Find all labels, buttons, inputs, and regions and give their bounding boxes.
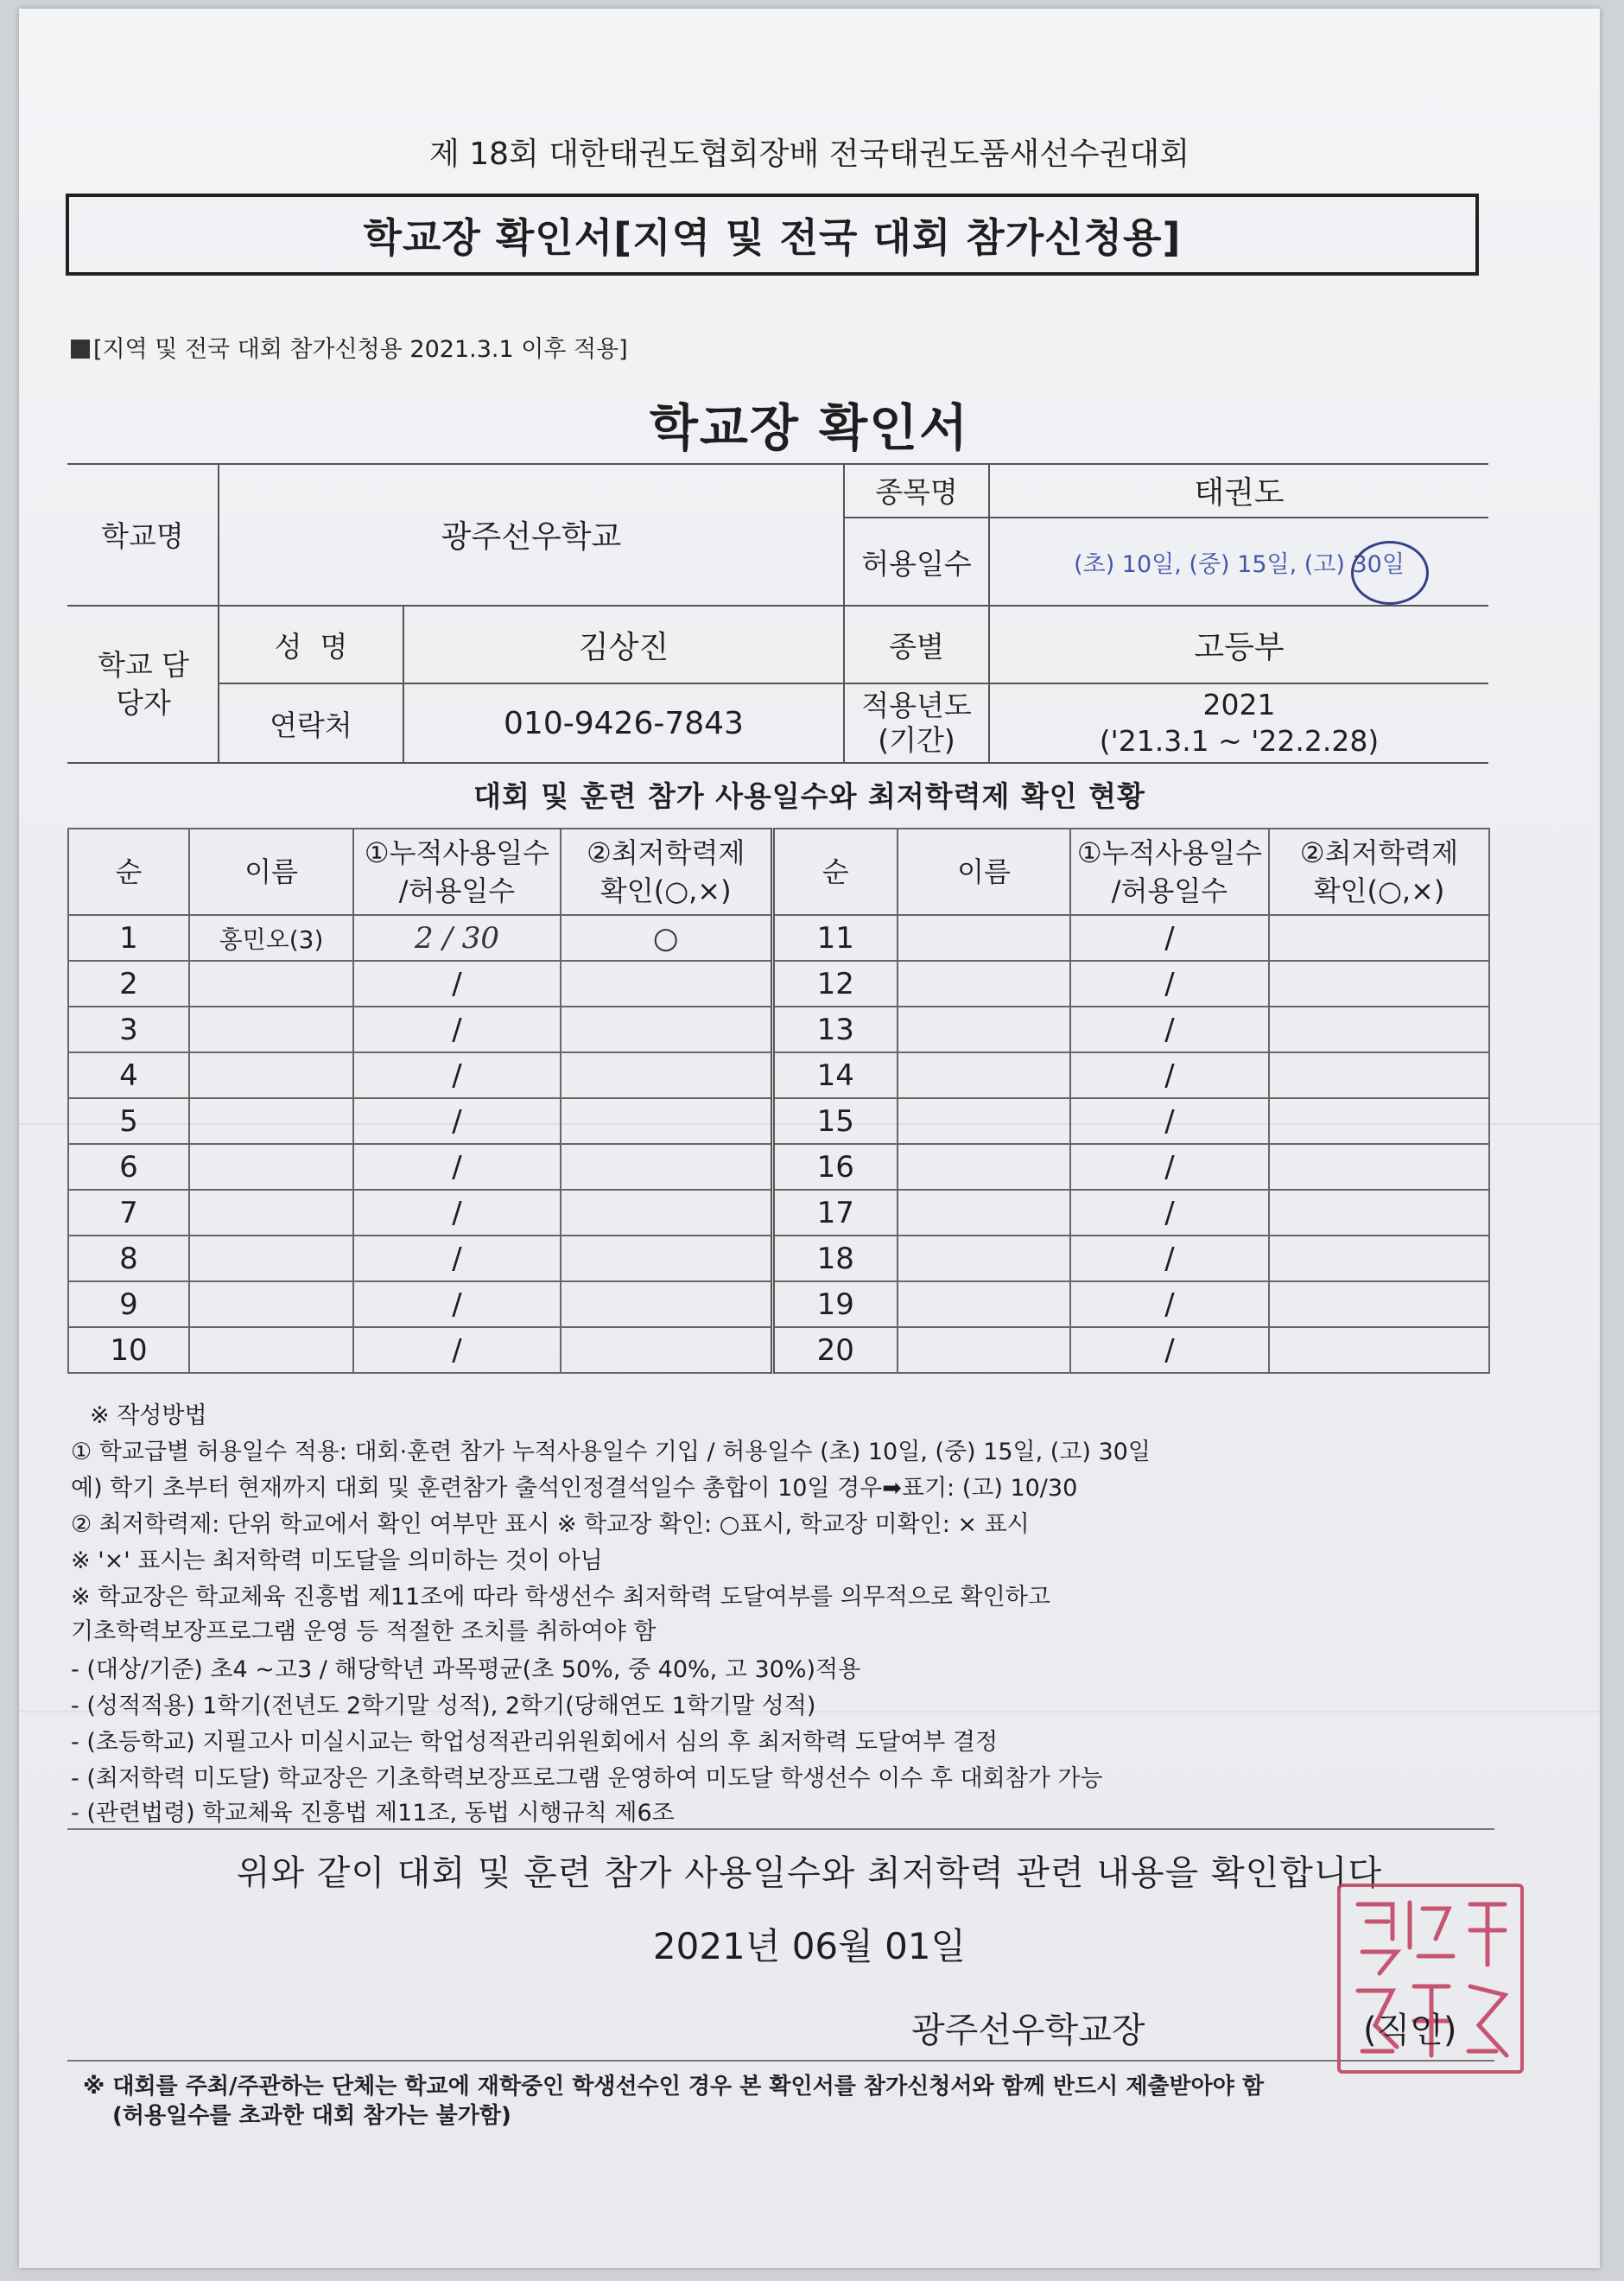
- header-name: 이름: [189, 829, 353, 915]
- row-check: [1269, 915, 1489, 961]
- table-row: [68, 1098, 1489, 1144]
- header-minimum: ②최저학력제 확인(○,×): [1269, 829, 1489, 915]
- row-seq: 15: [772, 1098, 898, 1144]
- row-usage: /: [353, 1281, 561, 1327]
- sport-label: 종목명: [875, 474, 958, 509]
- row-name: [898, 1007, 1070, 1052]
- row-usage: /: [1070, 1327, 1269, 1373]
- header-minimum: ②최저학력제 확인(○,×): [561, 829, 772, 915]
- table-row: [68, 1281, 1489, 1327]
- table-header-row: [68, 829, 1489, 915]
- row-name: [189, 961, 353, 1007]
- row-usage: /: [1070, 915, 1269, 961]
- row-seq: 9: [68, 1281, 189, 1327]
- row-usage: /: [1070, 1144, 1269, 1190]
- allowed-days-value: (초) 10일, (중) 15일, (고) 30일: [1074, 550, 1405, 578]
- table-row: [68, 1190, 1489, 1236]
- row-check: [1269, 1281, 1489, 1327]
- row-name: [189, 1007, 353, 1052]
- allowed-days-label: 허용일수: [861, 546, 972, 581]
- row-seq: 13: [772, 1007, 898, 1052]
- seal-label: (직인): [1363, 2011, 1457, 2050]
- row-check: [1269, 1098, 1489, 1144]
- header-name: 이름: [898, 829, 1070, 915]
- instruction-line: ① 학교급별 허용일수 적용: 대회·훈련 참가 누적사용일수 기입 / 허용일수 (초) 10일, (중) 15일, (고) 30일: [71, 1439, 1151, 1465]
- row-name: [189, 1190, 353, 1236]
- row-name: [898, 1236, 1070, 1281]
- row-name: [189, 1098, 353, 1144]
- row-name: [898, 1052, 1070, 1098]
- row-check: [561, 1236, 772, 1281]
- row-check: [561, 1190, 772, 1236]
- instruction-line: - (성적적용) 1학기(전년도 2학기말 성적), 2학기(당해연도 1학기말 성적): [71, 1693, 816, 1719]
- year-value: 2021: [1202, 688, 1276, 721]
- row-seq: 4: [68, 1052, 189, 1098]
- row-usage: /: [353, 1190, 561, 1236]
- sport-value: 태권도: [1194, 474, 1285, 511]
- row-check: [561, 1144, 772, 1190]
- division-label: 종별: [889, 629, 944, 664]
- row-name: [898, 961, 1070, 1007]
- header-seq: 순: [772, 829, 898, 915]
- instruction-line: - (관련법령) 학교체육 진흥법 제11조, 동법 시행규칙 제6조: [71, 1800, 675, 1827]
- row-seq: 6: [68, 1144, 189, 1190]
- row-name: [898, 1098, 1070, 1144]
- footer-note-sub: (허용일수를 초과한 대회 참가는 불가함): [112, 2103, 511, 2129]
- row-seq: 18: [772, 1236, 898, 1281]
- row-name: [189, 1281, 353, 1327]
- row-name: [189, 1052, 353, 1098]
- row-check: [561, 1098, 772, 1144]
- row-seq: 10: [68, 1327, 189, 1373]
- row-seq: 11: [772, 915, 898, 961]
- row-usage: /: [353, 1007, 561, 1052]
- row-usage: /: [1070, 1007, 1269, 1052]
- table-row: [68, 1236, 1489, 1281]
- divider: [67, 1828, 1494, 1830]
- principal-name: 광주선우학교장: [911, 2011, 1145, 2050]
- row-check: [1269, 1327, 1489, 1373]
- row-name: [898, 1190, 1070, 1236]
- name-value: 김상진: [578, 629, 669, 665]
- box-title: 학교장 확인서[지역 및 전국 대회 참가신청용]: [66, 194, 1479, 276]
- row-name: [898, 915, 1070, 961]
- year-label: 적용년도 (기간): [861, 689, 972, 757]
- row-name: [189, 1327, 353, 1373]
- phone-label: 연락처: [270, 708, 352, 742]
- table-row: [68, 915, 1489, 961]
- row-usage: 2 / 30: [353, 915, 561, 961]
- row-usage: /: [1070, 961, 1269, 1007]
- row-usage: /: [353, 961, 561, 1007]
- table-row: [68, 1144, 1489, 1190]
- row-seq: 1: [68, 915, 189, 961]
- event-title: 제 18회 대한태권도협회장배 전국태권도품새선수권대회: [429, 137, 1189, 172]
- table-row: [68, 1007, 1489, 1052]
- row-check: [561, 1327, 772, 1373]
- row-check: [1269, 1190, 1489, 1236]
- row-seq: 3: [68, 1007, 189, 1052]
- table-row: [68, 1052, 1489, 1098]
- instruction-line: 기초학력보장프로그램 운영 등 적절한 조치를 취하여야 함: [71, 1618, 657, 1645]
- row-seq: 5: [68, 1098, 189, 1144]
- form-title: 학교장 확인서: [649, 398, 970, 457]
- year-cell: [990, 684, 1488, 762]
- school-name-value: 광주선우학교: [441, 518, 622, 555]
- row-name: [898, 1327, 1070, 1373]
- divider: [67, 2060, 1494, 2062]
- row-seq: 14: [772, 1052, 898, 1098]
- row-check: ○: [561, 915, 772, 961]
- square-bullet-icon: [71, 340, 90, 359]
- footer-note: ※ 대회를 주최/주관하는 단체는 학교에 재학중인 학생선수인 경우 본 확인서를 참가신청서와 함께 반드시 제출받아야 함: [83, 2074, 1265, 2100]
- row-usage: /: [1070, 1281, 1269, 1327]
- row-seq: 19: [772, 1281, 898, 1327]
- row-seq: 12: [772, 961, 898, 1007]
- row-seq: 7: [68, 1190, 189, 1236]
- row-usage: /: [353, 1327, 561, 1373]
- row-usage: /: [1070, 1052, 1269, 1098]
- row-seq: 17: [772, 1190, 898, 1236]
- header-cumulative: ①누적사용일수 /허용일수: [353, 829, 561, 915]
- row-seq: 20: [772, 1327, 898, 1373]
- row-check: [561, 1281, 772, 1327]
- division-value: 고등부: [1194, 629, 1285, 665]
- row-check: [1269, 1007, 1489, 1052]
- instruction-line: 예) 학기 초부터 현재까지 대회 및 훈련참가 출석인정결석일수 총합이 10일 경우➡표기: (고) 10/30: [71, 1475, 1078, 1502]
- section-title: 대회 및 훈련 참가 사용일수와 최저학력제 확인 현황: [473, 779, 1145, 813]
- row-check: [561, 1007, 772, 1052]
- row-name: [898, 1144, 1070, 1190]
- row-usage: /: [353, 1144, 561, 1190]
- instruction-line: ※ '×' 표시는 최저학력 미도달을 의미하는 것이 아님: [71, 1547, 603, 1574]
- row-check: [561, 961, 772, 1007]
- row-check: [1269, 961, 1489, 1007]
- instruction-line: ※ 학교장은 학교체육 진흥법 제11조에 따라 학생선수 최저학력 도달여부를 의무적으로 확인하고: [71, 1584, 1050, 1611]
- table-row: [68, 1327, 1489, 1373]
- row-check: [1269, 1236, 1489, 1281]
- instruction-line: - (최저학력 미도달) 학교장은 기초학력보장프로그램 운영하여 미도달 학생선수 이수 후 대회참가 가능: [71, 1765, 1103, 1792]
- row-seq: 16: [772, 1144, 898, 1190]
- name-label: 성 명: [274, 629, 348, 664]
- confirmation-date: 2021년 06월 01일: [652, 1925, 967, 1967]
- row-check: [1269, 1052, 1489, 1098]
- row-name: [189, 1144, 353, 1190]
- usage-table: [67, 828, 1490, 1374]
- row-usage: /: [1070, 1190, 1269, 1236]
- row-name: [898, 1281, 1070, 1327]
- row-check: [561, 1052, 772, 1098]
- instruction-line: ② 최저학력제: 단위 학교에서 확인 여부만 표시 ※ 학교장 확인: ○표시, 학교장 미확인: × 표시: [71, 1511, 1030, 1538]
- phone-value: 010-9426-7843: [504, 705, 744, 741]
- row-name: [189, 1236, 353, 1281]
- header-seq: 순: [68, 829, 189, 915]
- row-check: [1269, 1144, 1489, 1190]
- period-value: ('21.3.1 ~ '22.2.28): [1099, 724, 1380, 758]
- table-row: [68, 961, 1489, 1007]
- row-seq: 2: [68, 961, 189, 1007]
- school-name-label: 학교명: [101, 518, 184, 553]
- row-usage: /: [353, 1098, 561, 1144]
- row-usage: /: [353, 1236, 561, 1281]
- confirmation-statement: 위와 같이 대회 및 훈련 참가 사용일수와 최저학력 관련 내용을 확인합니다: [236, 1853, 1383, 1893]
- row-seq: 8: [68, 1236, 189, 1281]
- row-usage: /: [353, 1052, 561, 1098]
- row-usage: /: [1070, 1236, 1269, 1281]
- instruction-line: - (대상/기준) 초4 ~고3 / 해당학년 과목평균(초 50%, 중 40%, 고 30%)적용: [71, 1656, 861, 1683]
- contact-person-label: 학교 담당자: [97, 648, 190, 720]
- header-cumulative: ①누적사용일수 /허용일수: [1070, 829, 1269, 915]
- row-name: 홍민오(3): [189, 915, 353, 961]
- applies-note: [지역 및 전국 대회 참가신청용 2021.3.1 이후 적용]: [71, 330, 628, 364]
- row-usage: /: [1070, 1098, 1269, 1144]
- handwritten-circle-mark: [1351, 541, 1429, 605]
- instruction-line: - (초등학교) 지필고사 미실시교는 학업성적관리위원회에서 심의 후 최저학력 도달여부 결정: [71, 1729, 999, 1756]
- instructions-heading: ※ 작성방법: [90, 1402, 207, 1429]
